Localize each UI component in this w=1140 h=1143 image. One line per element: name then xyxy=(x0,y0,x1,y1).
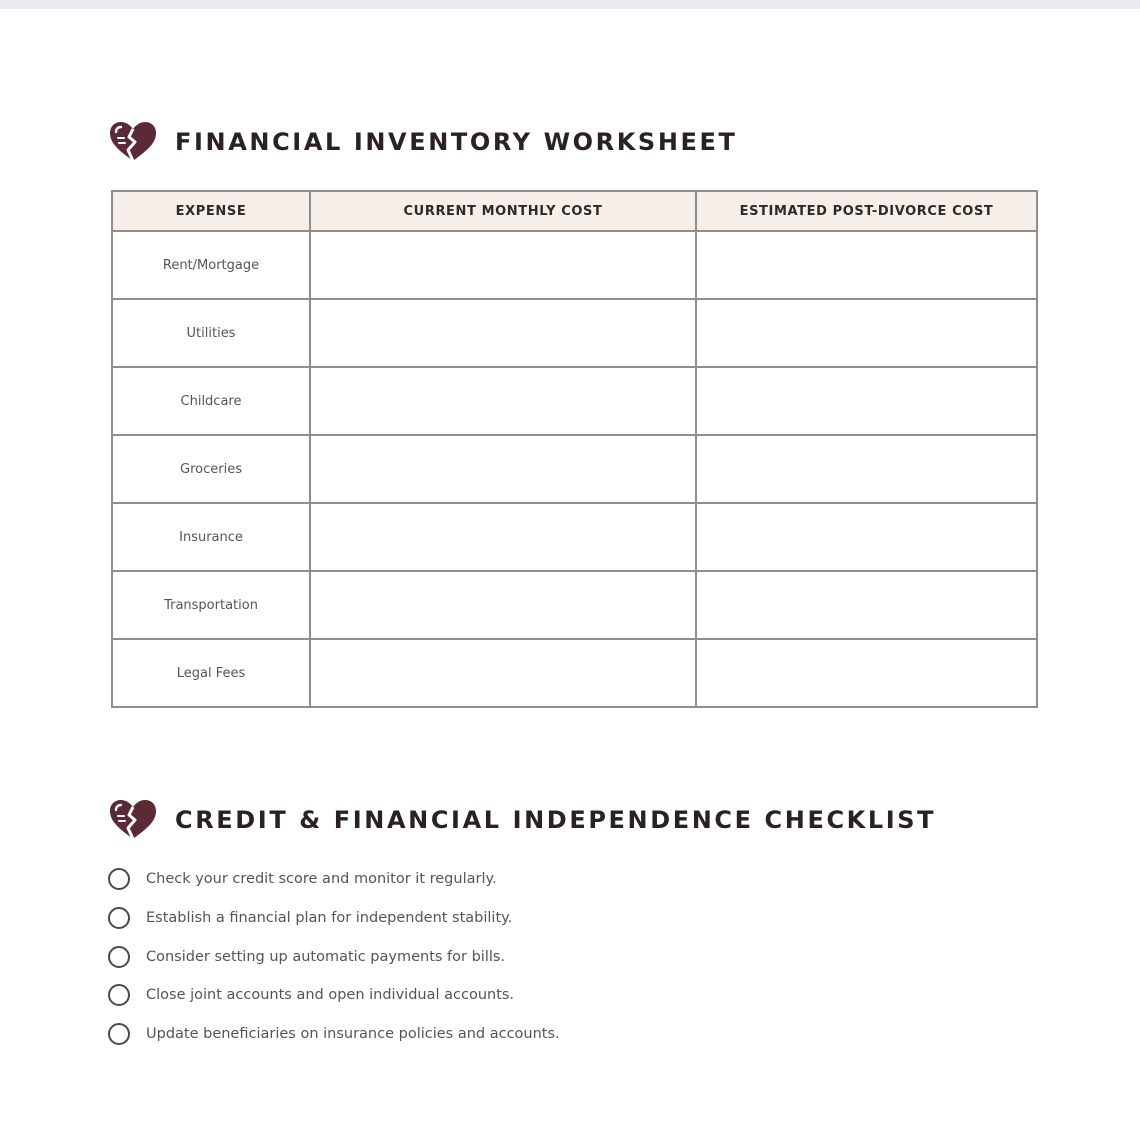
estimated-cost-cell[interactable] xyxy=(696,367,1037,435)
checklist-item-text: Consider setting up automatic payments for bills. xyxy=(146,949,506,965)
checklist-item xyxy=(108,982,560,1008)
broken-heart-icon xyxy=(108,798,158,842)
top-strip xyxy=(0,0,1140,9)
current-cost-cell[interactable] xyxy=(310,367,696,435)
checklist-item xyxy=(108,866,560,892)
expense-label: Transportation xyxy=(112,571,310,639)
checklist-item-text: Check your credit score and monitor it regularly. xyxy=(146,871,497,887)
expense-label: Legal Fees xyxy=(112,639,310,707)
column-header-estimated-post-divorce-cost: ESTIMATED POST-DIVORCE COST xyxy=(696,191,1037,231)
table-row xyxy=(112,435,1037,503)
checkbox[interactable] xyxy=(108,946,130,968)
checklist-item xyxy=(108,905,560,931)
current-cost-cell[interactable] xyxy=(310,299,696,367)
estimated-cost-cell[interactable] xyxy=(696,231,1037,299)
expense-label: Groceries xyxy=(112,435,310,503)
estimated-cost-cell[interactable] xyxy=(696,435,1037,503)
table-row xyxy=(112,639,1037,707)
worksheet-title: FINANCIAL INVENTORY WORKSHEET xyxy=(175,128,738,156)
column-header-expense: EXPENSE xyxy=(112,191,310,231)
checklist-header xyxy=(108,798,936,842)
financial-inventory-table xyxy=(111,190,1038,708)
expense-label: Insurance xyxy=(112,503,310,571)
estimated-cost-cell[interactable] xyxy=(696,503,1037,571)
broken-heart-icon xyxy=(108,120,158,164)
expense-label: Childcare xyxy=(112,367,310,435)
current-cost-cell[interactable] xyxy=(310,503,696,571)
checklist-item-text: Update beneficiaries on insurance policies and accounts. xyxy=(146,1026,560,1042)
checkbox[interactable] xyxy=(108,1023,130,1045)
table-row xyxy=(112,367,1037,435)
worksheet-header xyxy=(108,120,737,164)
table-row xyxy=(112,299,1037,367)
independence-checklist xyxy=(108,866,560,1060)
expense-label: Rent/Mortgage xyxy=(112,231,310,299)
table-header-row xyxy=(112,191,1037,231)
estimated-cost-cell[interactable] xyxy=(696,299,1037,367)
checklist-item-text: Establish a financial plan for independent stability. xyxy=(146,910,513,926)
column-header-current-monthly-cost: CURRENT MONTHLY COST xyxy=(310,191,696,231)
table-row xyxy=(112,503,1037,571)
checkbox[interactable] xyxy=(108,984,130,1006)
estimated-cost-cell[interactable] xyxy=(696,571,1037,639)
expense-label: Utilities xyxy=(112,299,310,367)
estimated-cost-cell[interactable] xyxy=(696,639,1037,707)
checklist-title: CREDIT & FINANCIAL INDEPENDENCE CHECKLIST xyxy=(175,806,937,834)
checklist-item xyxy=(108,944,560,970)
checkbox[interactable] xyxy=(108,907,130,929)
checkbox[interactable] xyxy=(108,868,130,890)
current-cost-cell[interactable] xyxy=(310,639,696,707)
checklist-item-text: Close joint accounts and open individual accounts. xyxy=(146,987,515,1003)
table-row xyxy=(112,231,1037,299)
current-cost-cell[interactable] xyxy=(310,571,696,639)
checklist-item xyxy=(108,1021,560,1047)
current-cost-cell[interactable] xyxy=(310,231,696,299)
table-row xyxy=(112,571,1037,639)
current-cost-cell[interactable] xyxy=(310,435,696,503)
